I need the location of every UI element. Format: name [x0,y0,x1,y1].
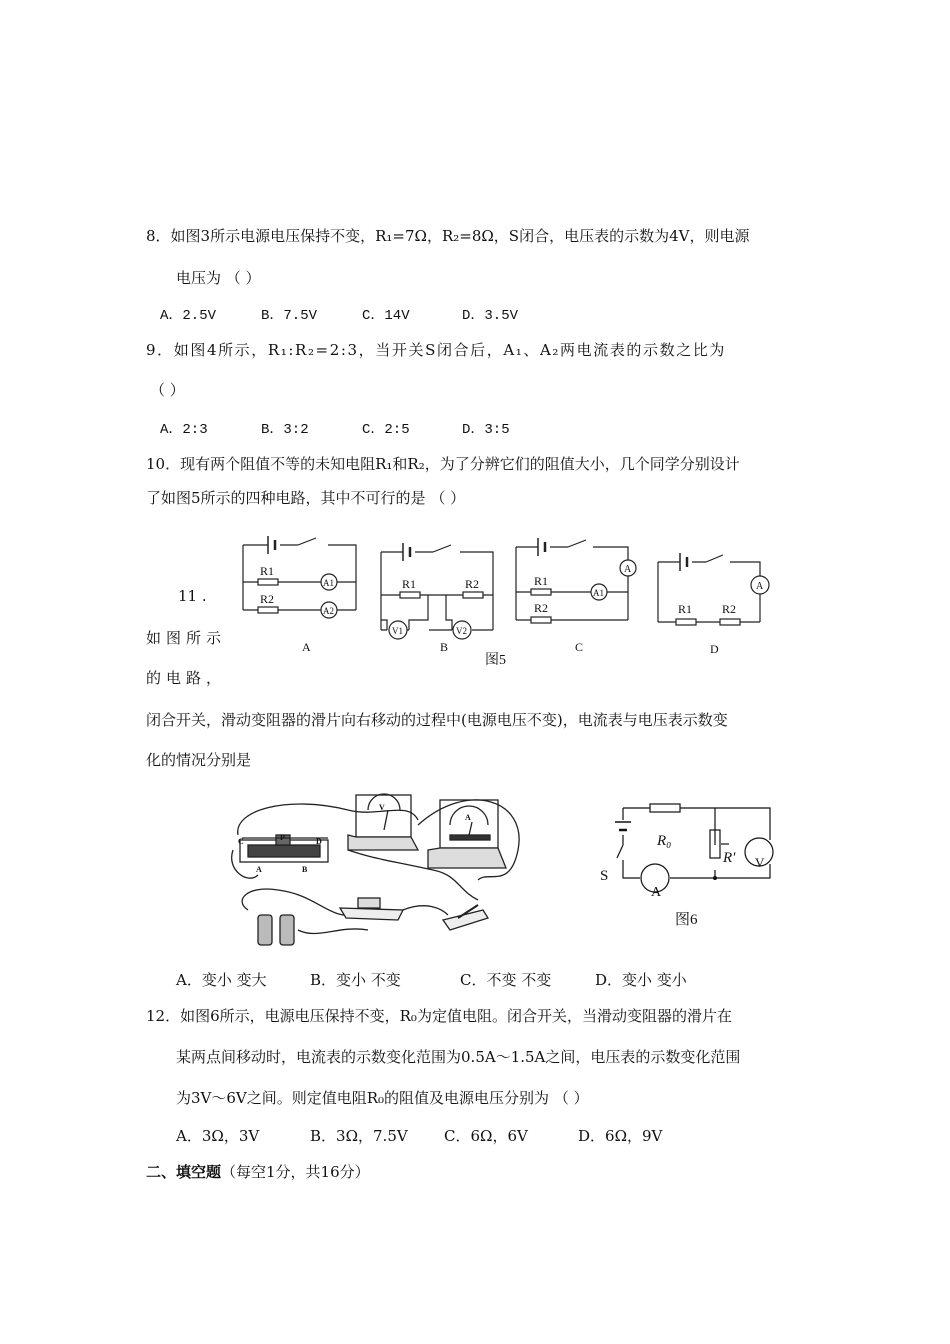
q9-line2: （ ） [150,381,185,399]
fig5-b-v2: V2 [456,626,467,636]
fig6-rprime: R′ [723,850,736,866]
q11-number: 11 . [178,587,207,605]
q10-line1: 10．现有两个阻值不等的未知电阻R₁和R₂，为了分辨它们的阻值大小，几个同学分别设计 [146,455,740,473]
q9-line1: 9．如图4所示，R₁:R₂=2:3，当开关S闭合后，A₁、A₂两电流表的示数之比为 [146,341,727,359]
fig5-label-d: D [710,642,719,656]
q8-option-a: A．2.5V [160,308,217,324]
fig5-label-a: A [302,640,311,654]
fig5-a-a2: A2 [323,606,334,616]
figure-5 [238,530,798,675]
apparatus-drawing [228,790,528,955]
term-p: P [280,833,285,842]
q10-line2: 了如图5所示的四种电路，其中不可行的是 （ ） [146,489,466,507]
q8-option-d: D．3.5V [462,308,519,324]
term-a: A [256,865,262,874]
fig5-c-ammeter: A [624,564,632,575]
fig5-d-ammeter: A [756,581,764,592]
fig5-label-b: B [440,640,449,654]
q9-option-d: D．3:5 [462,422,510,438]
q12-line2: 某两点间移动时，电流表的示数变化范围为0.5A～1.5A之间，电压表的示数变化范围 [176,1048,741,1066]
q11-line3: 化的情况分别是 [146,751,252,769]
q11-line2: 闭合开关，滑动变阻器的滑片向右移动的过程中(电源电压不变)，电流表与电压表示数变 [146,711,728,729]
meter-a-label: A [465,813,471,822]
q8-option-c: C．14V [362,308,410,324]
circuit-b [381,543,493,639]
q11-line-a: 如图所示 [146,629,227,647]
fig5-caption: 图5 [485,653,506,668]
section-2-title: 二、填空题 [146,1163,222,1181]
q12-line1: 12．如图6所示，电源电压保持不变，R₀为定值电阻。闭合开关，当滑动变阻器的滑片在 [146,1007,732,1025]
term-b: B [302,865,308,874]
fig6-r0: R₀ [657,833,672,849]
fig6-v: V [755,855,765,870]
fig5-d-r1: R1 [678,602,693,616]
fig5-c-a1: A1 [593,588,604,598]
q11-option-d: D．变小 变小 [595,971,687,989]
q11-option-a: A．变小 变大 [176,971,267,989]
section-2-note: （每空1分，共16分） [221,1163,370,1181]
q12-line3: 为3V～6V之间。则定值电阻R₀的阻值及电源电压分别为 （ ） [176,1089,589,1107]
fig5-a-r2: R2 [260,592,275,606]
fig6-caption: 图6 [675,912,698,928]
q12-option-a: A．3Ω，3V [176,1127,260,1145]
q9-option-b: B．3:2 [261,422,309,438]
fig5-c-r1: R1 [534,574,549,588]
section-2-heading [146,1162,370,1182]
fig5-a-r1: R1 [260,564,275,578]
meter-v-label: V [379,803,385,812]
term-d: D [316,837,322,846]
q12-option-b: B．3Ω，7.5V [310,1127,408,1145]
fig5-b-r2: R2 [465,577,480,591]
fig6-s: S [600,868,609,884]
q9-option-a: A．2:3 [160,422,208,438]
q8-line2: 电压为 （ ） [176,269,261,287]
term-c: C [238,837,244,846]
q12-option-d: D．6Ω，9V [578,1127,663,1145]
fig5-b-v1: V1 [392,626,403,636]
fig5-c-r2: R2 [534,601,549,615]
q8-option-b: B．7.5V [261,308,318,324]
q11-option-c: C．不变 不变 [460,971,552,989]
q8-line1: 8．如图3所示电源电压保持不变，R₁=7Ω，R₂=8Ω，S闭合，电压表的示数为4V，则电源 [146,227,750,245]
figure-6 [595,800,795,940]
fig5-label-c: C [575,640,584,654]
q11-option-b: B．变小 不变 [310,971,401,989]
fig5-b-r1: R1 [402,577,417,591]
fig5-a-a1: A1 [323,578,334,588]
q11-line-b: 的电路， [146,669,227,687]
circuit-d [658,553,769,625]
fig5-d-r2: R2 [722,602,737,616]
q12-option-c: C．6Ω，6V [444,1127,528,1145]
fig6-a: A [651,885,662,900]
q9-option-c: C．2:5 [362,422,410,438]
